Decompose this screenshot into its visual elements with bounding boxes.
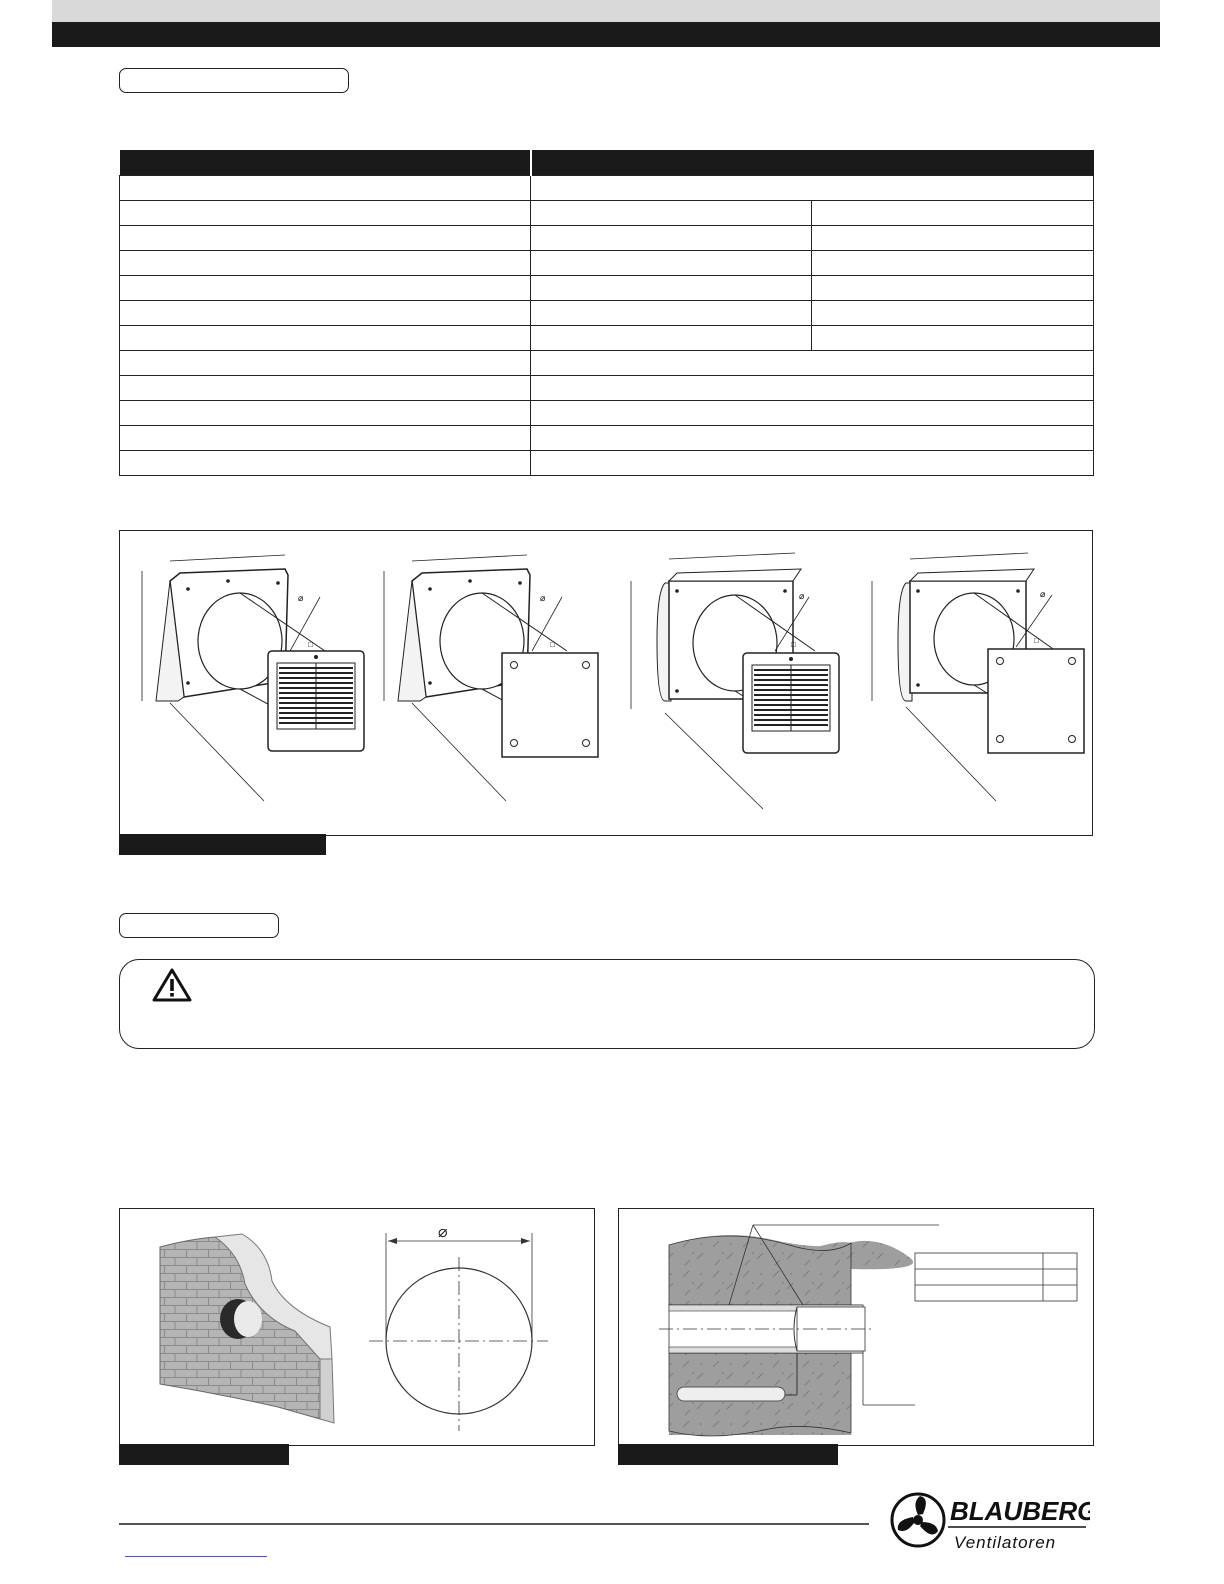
spec-row-value-a xyxy=(531,226,812,251)
spec-row-value-a xyxy=(531,326,812,351)
spec-row xyxy=(120,201,1094,226)
spec-row xyxy=(120,401,1094,426)
hole-diameter-symbol: ⌀ xyxy=(438,1224,448,1241)
spec-row-value-b xyxy=(812,251,1094,276)
spec-row-label xyxy=(120,226,531,251)
spec-row-label xyxy=(120,376,531,401)
header-bar-light xyxy=(52,0,1160,22)
wall-section-figure xyxy=(618,1208,1094,1446)
spec-header-value xyxy=(531,150,1094,176)
warning-box xyxy=(119,959,1095,1049)
variant-4-diameter-symbol: ⌀ xyxy=(1040,589,1046,599)
spec-row-value-a xyxy=(531,276,812,301)
section-heading-specs xyxy=(119,68,349,93)
spec-row xyxy=(120,251,1094,276)
spec-row-label xyxy=(120,251,531,276)
spec-row-value-b xyxy=(812,201,1094,226)
variant-1-square-symbol: □ xyxy=(308,640,313,649)
dimensions-figure xyxy=(119,530,1093,836)
spec-row-label xyxy=(120,326,531,351)
variant-2-square-symbol: □ xyxy=(550,640,555,649)
duct-pipe xyxy=(659,1305,873,1353)
spec-row-value-a xyxy=(531,251,812,276)
logo-fan-icon xyxy=(890,1484,1090,1556)
spec-row xyxy=(120,276,1094,301)
wall-legend-table xyxy=(915,1253,1077,1301)
footer-link[interactable] xyxy=(125,1556,267,1557)
spec-row-label xyxy=(120,276,531,301)
header-bar-dark xyxy=(52,22,1160,47)
variant-3-square-symbol: □ xyxy=(791,640,796,649)
hole-figure xyxy=(119,1208,595,1446)
variant-1-diameter-symbol: ⌀ xyxy=(298,593,304,603)
spec-table-header xyxy=(120,150,1094,176)
spec-header-parameter xyxy=(120,150,531,176)
spec-row-value xyxy=(531,176,1094,201)
sealant-label xyxy=(677,1387,785,1401)
spec-row xyxy=(120,176,1094,201)
spec-row-value-a xyxy=(531,301,812,326)
spec-row-label xyxy=(120,451,531,476)
spec-row xyxy=(120,351,1094,376)
logo-wordmark: BLAUBERG xyxy=(950,1496,1090,1526)
hole-figure-caption xyxy=(119,1444,289,1465)
dimensions-figure-caption xyxy=(119,834,326,855)
hole-diameter-drawing xyxy=(369,1233,548,1431)
spec-row-value xyxy=(531,451,1094,476)
spec-row-value xyxy=(531,401,1094,426)
spec-row-label xyxy=(120,201,531,226)
brand-logo xyxy=(890,1484,1090,1556)
spec-row-label xyxy=(120,426,531,451)
spec-row-label xyxy=(120,351,531,376)
brick-wall-illustration xyxy=(160,1234,334,1423)
variant-2-drawing xyxy=(384,555,598,801)
spec-row-value-b xyxy=(812,301,1094,326)
variant-4-square-symbol: □ xyxy=(1034,636,1039,645)
logo-subtitle: Ventilatoren xyxy=(954,1533,1057,1552)
variant-3-drawing xyxy=(631,553,839,809)
spec-row-value-b xyxy=(812,326,1094,351)
spec-row-label xyxy=(120,176,531,201)
dimensions-drawing xyxy=(120,531,1092,835)
wall-section-drawing xyxy=(619,1209,1093,1445)
spec-row-label xyxy=(120,401,531,426)
spec-row xyxy=(120,451,1094,476)
spec-row-value xyxy=(531,351,1094,376)
footer-rule xyxy=(119,1523,869,1525)
spec-row xyxy=(120,426,1094,451)
spec-row-value xyxy=(531,426,1094,451)
hole-drawing xyxy=(120,1209,594,1445)
warning-triangle-icon xyxy=(152,968,192,1002)
spec-row-value-b xyxy=(812,226,1094,251)
spec-row-value xyxy=(531,376,1094,401)
section-heading-install xyxy=(119,913,279,938)
variant-2-diameter-symbol: ⌀ xyxy=(540,593,546,603)
spec-row-label xyxy=(120,301,531,326)
spec-row xyxy=(120,301,1094,326)
spec-row-value-b xyxy=(812,276,1094,301)
spec-row xyxy=(120,226,1094,251)
spec-row xyxy=(120,326,1094,351)
spec-table xyxy=(119,150,1094,476)
variant-1-drawing xyxy=(142,555,364,801)
variant-4-drawing xyxy=(872,553,1084,801)
spec-row xyxy=(120,376,1094,401)
wall-figure-caption xyxy=(618,1444,838,1465)
variant-3-diameter-symbol: ⌀ xyxy=(799,591,805,601)
spec-row-value-a xyxy=(531,201,812,226)
